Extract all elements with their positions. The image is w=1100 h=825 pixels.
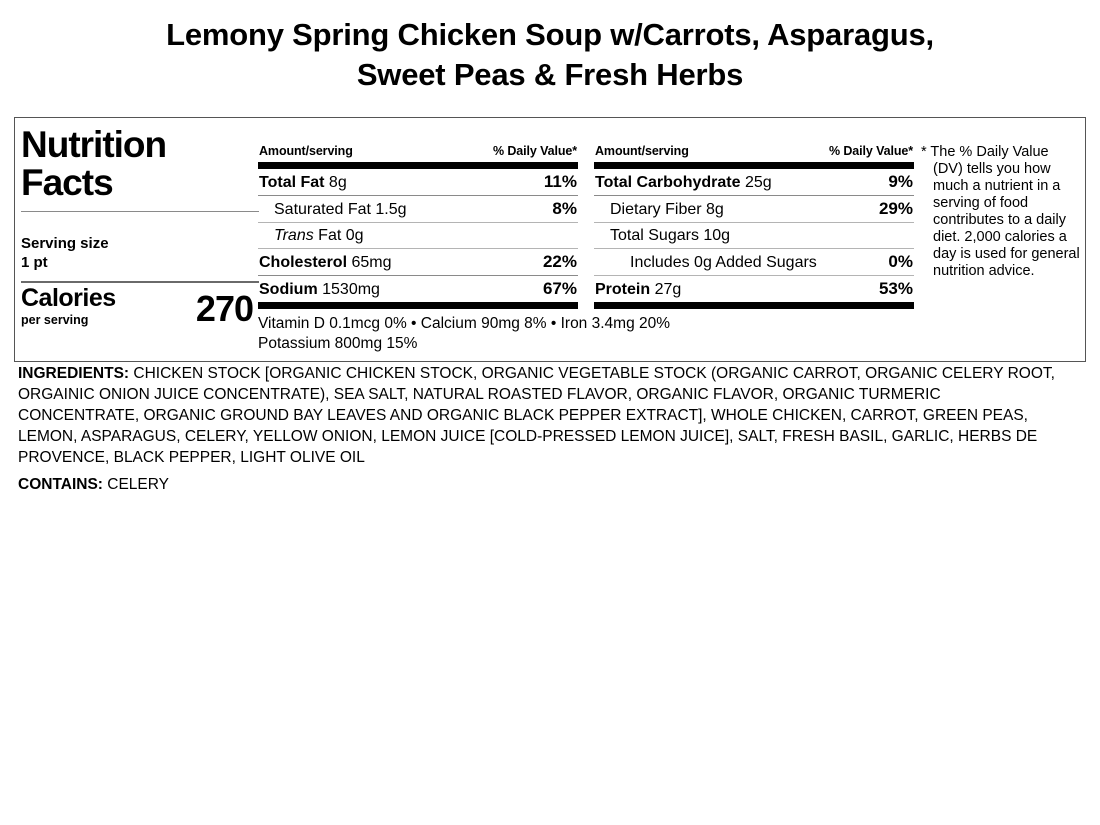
ingredients-statement <box>18 363 1064 468</box>
micronutrient-list <box>258 314 918 354</box>
calories-row <box>21 283 259 327</box>
nutrient-column-left <box>258 144 578 309</box>
calories-label: Calories <box>21 284 116 312</box>
nutrient-label: Trans Fat 0g <box>274 227 364 244</box>
thick-rule-bottom-right <box>594 302 914 309</box>
nutrient-label: Total Carbohydrate 25g <box>595 174 772 191</box>
nutrient-row <box>258 223 578 248</box>
nutrient-label: Dietary Fiber 8g <box>610 201 724 218</box>
nutrient-row <box>258 169 578 195</box>
divider-under-title <box>21 211 259 212</box>
nutrition-facts-title-line-1: Nutrition <box>21 124 167 165</box>
nutrient-daily-value: 53% <box>878 279 913 298</box>
nutrient-daily-value: 67% <box>542 279 577 298</box>
nutrient-label: Includes 0g Added Sugars <box>630 254 817 271</box>
serving-size-label: Serving size <box>21 235 109 252</box>
nutrition-facts-title <box>21 120 259 202</box>
nutrient-label: Protein 27g <box>595 281 682 298</box>
amount-per-serving-header: Amount/serving <box>259 144 353 158</box>
daily-value-footnote: * The % Daily Value (DV) tells you how much a nutrient in a serving of food contributes to a daily diet. 2,000 calories a day is used for general nutrition advice. <box>921 144 1080 279</box>
thick-rule-top-left <box>258 162 578 169</box>
daily-value-header: % Daily Value* <box>828 144 913 158</box>
column-header-right <box>594 144 914 162</box>
column-header-left <box>258 144 578 162</box>
nutrient-row <box>594 169 914 195</box>
nutrient-label: Sodium 1530mg <box>259 281 380 298</box>
nutrient-column-right <box>594 144 914 309</box>
nutrient-row <box>258 276 578 302</box>
nutrient-row <box>258 249 578 275</box>
nutrient-daily-value: 29% <box>878 199 913 218</box>
nutrient-row <box>258 196 578 222</box>
nutrition-heading-column <box>21 120 259 327</box>
nutrient-rows-left <box>258 169 578 302</box>
amount-per-serving-header: Amount/serving <box>595 144 689 158</box>
thick-rule-bottom-left <box>258 302 578 309</box>
thick-rule-top-right <box>594 162 914 169</box>
serving-size-block <box>21 220 259 272</box>
ingredients-label: INGREDIENTS: <box>18 365 130 382</box>
daily-value-header: % Daily Value* <box>492 144 577 158</box>
nutrition-facts-panel <box>14 117 1086 362</box>
contains-label: CONTAINS: <box>18 476 103 493</box>
page-title-line-2: Sweet Peas & Fresh Herbs <box>356 57 744 92</box>
nutrient-row <box>594 276 914 302</box>
micronutrient-line-1: Vitamin D 0.1mcg 0% • Calcium 90mg 8% • Iron 3.4mg 20% <box>258 315 671 332</box>
nutrient-label: Total Fat 8g <box>259 174 347 191</box>
serving-size-value: 1 pt <box>21 254 48 271</box>
ingredients-text: CHICKEN STOCK [ORGANIC CHICKEN STOCK, ORGANIC VEGETABLE STOCK (ORGANIC CARROT, ORGANIC CELERY ROOT, ORGAINIC ONION JUICE CONCENTRATE), SEA SALT, NATURAL ROASTED FLAVOR, ORGANIC FLAVOR, ORGANIC TURMERIC CONCENTRATE, ORGANIC GROUND BAY LEAVES AND ORGANIC BLACK PEPPER EXTRACT], WHOLE CHICKEN, CARROT, GREEN PEAS, LEMON, ASPARAGUS, CELERY, YELLOW ONION, LEMON JUICE [COLD-PRESSED LEMON JUICE], SALT, FRESH BASIL, GARLIC, HERBS DE PROVENCE, BLACK PEPPER, LIGHT OLIVE OIL <box>18 365 1055 466</box>
nutrient-daily-value: 9% <box>888 172 913 191</box>
page-title-line-1: Lemony Spring Chicken Soup w/Carrots, Asparagus, <box>166 17 934 52</box>
page-title <box>0 0 1100 95</box>
nutrition-facts-title-line-2: Facts <box>21 162 113 203</box>
nutrient-daily-value: 8% <box>552 199 577 218</box>
nutrient-row <box>594 223 914 248</box>
micronutrient-line-2: Potassium 800mg 15% <box>258 335 418 352</box>
calories-sublabel: per serving <box>21 313 89 327</box>
nutrient-daily-value: 22% <box>542 252 577 271</box>
nutrient-daily-value: 0% <box>888 252 913 271</box>
contains-text: CELERY <box>102 476 170 493</box>
calories-value: 270 <box>195 287 253 329</box>
nutrient-label: Saturated Fat 1.5g <box>274 201 407 218</box>
allergen-statement <box>18 474 1064 495</box>
nutrient-rows-right <box>594 169 914 302</box>
nutrient-row <box>594 249 914 275</box>
calories-label-group <box>21 286 116 327</box>
nutrient-daily-value: 11% <box>543 172 577 191</box>
nutrient-row <box>594 196 914 222</box>
nutrient-label: Total Sugars 10g <box>610 227 731 244</box>
nutrient-label: Cholesterol 65mg <box>259 254 392 271</box>
